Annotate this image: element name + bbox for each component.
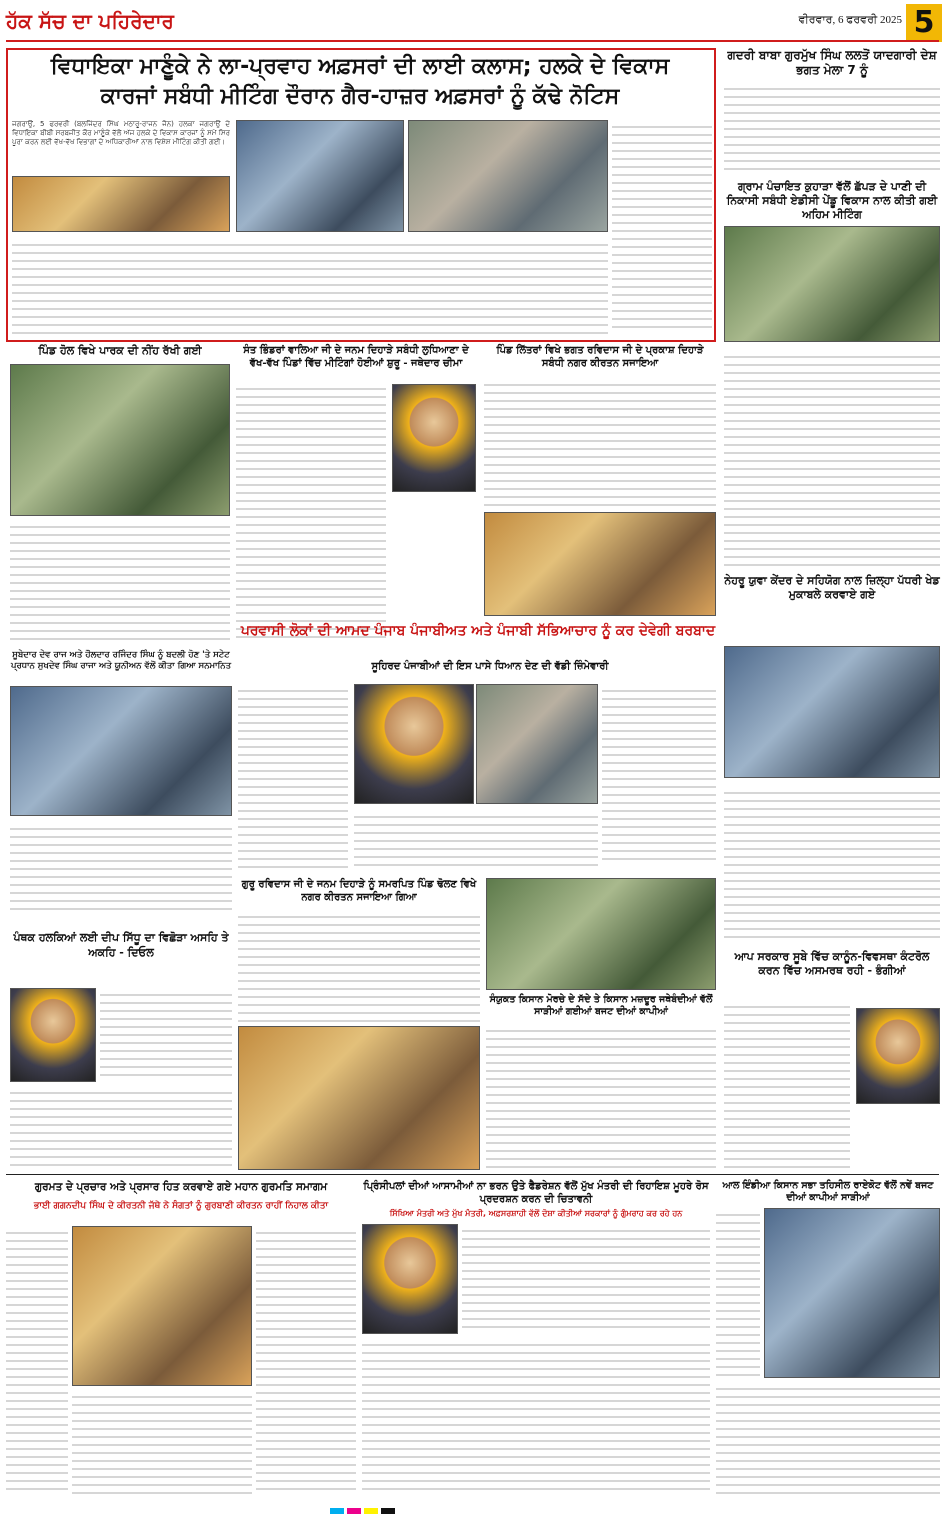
sports-photo [724, 646, 940, 778]
principal-text-2 [362, 1338, 710, 1496]
principal-text-1 [462, 1224, 710, 1334]
pravasi-photo [476, 684, 598, 804]
masthead-rule [6, 40, 939, 42]
melan-text [724, 82, 940, 172]
pravasi-text-col-1 [238, 684, 348, 870]
lead-headline-line-1: ਵਿਧਾਇਕਾ ਮਾਣੂੰਕੇ ਨੇ ਲਾ-ਪ੍ਰਵਾਹ ਅਫ਼ਸਰਾਂ ਦੀ ਲਾਈ ਕਲਾਸ; ਹਲਕੇ ਦੇ ਵਿਕਾਸ [50, 54, 670, 79]
pravasi-text-col-3 [602, 684, 716, 862]
masthead-logo: ਹੱਕ ਸੱਚ ਦਾ ਪਹਿਰੇਦਾਰ [6, 9, 174, 33]
lead-continued-text [12, 238, 608, 334]
kisan-headline: ਸੰਯੁਕਤ ਕਿਸਾਨ ਮੋਰਚੇ ਦੇ ਸੱਦੇ ਤੇ ਕਿਸਾਨ ਮਜ਼ਦੂਰ ਜਥੇਬੰਦੀਆਂ ਵੱਲੋਂ ਸਾੜੀਆਂ ਗਈਆਂ ਬਜਟ ਦੀਆਂ ਕਾਪੀਆਂ [489, 994, 713, 1017]
panthak-headline: ਪੰਥਕ ਹਲਕਿਆਂ ਲਈ ਦੀਪ ਸਿੱਧੂ ਦਾ ਵਿਛੋੜਾ ਅਸਹਿ ਤੇ ਅਕਹਿ - ਦਿਓਲ [13, 931, 229, 959]
gurmat-subheadline: ਭਾਈ ਗਗਨਦੀਪ ਸਿੰਘ ਦੇ ਕੀਰਤਨੀ ਜੱਥੇ ਨੇ ਸੰਗਤਾਂ ਨੂੰ ਗੁਰਬਾਣੀ ਕੀਰਤਨ ਰਾਹੀਂ ਨਿਹਾਲ ਕੀਤਾ [33, 1201, 329, 1211]
color-bar [330, 1499, 630, 1505]
melan-headline: ਗਦਰੀ ਬਾਬਾ ਗੁਰਮੁੱਖ ਸਿੰਘ ਲਲਤੋਂ ਯਾਦਗਾਰੀ ਦੇਸ਼ ਭਗਤ ਮੇਲਾ 7 ਨੂੰ [727, 48, 937, 77]
all-india-text-1 [716, 1208, 760, 1378]
dholan-photo [238, 1026, 480, 1170]
nagar-kirtan-photo [484, 512, 716, 616]
kuhara-headline: ਗ੍ਰਾਮ ਪੰਚਾਇਤ ਕੁਹਾੜਾ ਵੱਲੋਂ ਛੱਪੜ ਦੇ ਪਾਣੀ ਦੀ ਨਿਕਾਸੀ ਸਬੰਧੀ ਏਡੀਸੀ ਪੇਂਡੂ ਵਿਕਾਸ ਨਾਲ ਕੀਤੀ ਗਈ ਅਹਿਮ ਮੀਟਿੰਗ [726, 180, 938, 221]
lead-photo-2 [408, 120, 608, 232]
guru-ravidas-headline: ਗੁਰੂ ਰਵਿਦਾਸ ਜੀ ਦੇ ਜਨਮ ਦਿਹਾੜੇ ਨੂੰ ਸਮਰਪਿਤ ਪਿੰਡ ਢੋਲਣ ਵਿਖੇ ਨਗਰ ਕੀਰਤਨ ਸਜਾਇਆ ਗਿਆ [241, 879, 477, 903]
pravasi-text-lower [354, 810, 598, 870]
pind-hol-text [10, 520, 230, 644]
principal-headline: ਪ੍ਰਿੰਸੀਪਲਾਂ ਦੀਆਂ ਆਸਾਮੀਆਂ ਨਾ ਭਰਨ ਉਤੇ ਫੈਡਰੇਸ਼ਨ ਵੱਲੋਂ ਮੁੱਖ ਮੰਤਰੀ ਦੀ ਰਿਹਾਇਸ਼ ਮੂਹਰੇ ਰੋਸ ਪ੍ਰਦਰਸ਼ਨ ਕਰਨ ਦੀ ਚਿਤਾਵਨੀ [363, 1181, 709, 1205]
all-india-photo [764, 1208, 940, 1378]
sant-headline: ਸੰਤ ਭਿੰਡਰਾਂ ਵਾਲਿਆ ਜੀ ਦੇ ਜਨਮ ਦਿਹਾੜੇ ਸਬੰਧੀ ਲੁਧਿਆਣਾ ਦੇ ਵੱਖ-ਵੱਖ ਪਿੰਡਾਂ ਵਿੱਚ ਮੀਟਿੰਗਾਂ ਹੋਈਆਂ ਸ਼ੁਰੂ - ਜਥੇਦਾਰ ਚੀਮਾ [243, 345, 469, 369]
gurmat-text-col-1 [6, 1226, 68, 1496]
pravasi-headline: ਪਰਵਾਸੀ ਲੋਕਾਂ ਦੀ ਆਮਦ ਪੰਜਾਬ ਪੰਜਾਬੀਅਤ ਅਤੇ ਪੰਜਾਬੀ ਸੱਭਿਆਚਾਰ ਨੂੰ ਕਰ ਦੇਵੇਗੀ ਬਰਬਾਦ [240, 623, 716, 639]
pravasi-author-portrait [354, 684, 474, 804]
nehru-yuva-headline: ਨੇਹਰੂ ਯੁਵਾ ਕੇਂਦਰ ਦੇ ਸਹਿਯੋਗ ਨਾਲ ਜ਼ਿਲ੍ਹਾ ਪੱਧਰੀ ਖੇਡ ਮੁਕਾਬਲੇ ਕਰਵਾਏ ਗਏ [724, 574, 940, 601]
kirtan-photo [72, 1226, 252, 1386]
pind-littran-text [484, 378, 716, 508]
bhangian-portrait [856, 1008, 940, 1104]
aap-sarkar-text [724, 1000, 850, 1170]
sukhdev-headline: ਸੂਬੇਦਾਰ ਦੇਵ ਰਾਜ ਅਤੇ ਹੌਲਦਾਰ ਰਜਿੰਦਰ ਸਿੰਘ ਨੂੰ ਬਦਲੀ ਹੋਣ 'ਤੇ ਸਟੇਟ ਪ੍ਰਧਾਨ ਸੁਖਦੇਵ ਸਿੰਘ ਰਾਜਾ ਅਤੇ ਯੂਨੀਅਨ ਵੱਲੋਂ ਕੀਤਾ ਗਿਆ ਸਨਮਾਨਿਤ [10, 650, 232, 671]
jathedar-cheema-portrait [392, 384, 476, 492]
panthak-text-2 [10, 1086, 232, 1166]
aap-sarkar-headline: ਆਪ ਸਰਕਾਰ ਸੂਬੇ ਵਿੱਚ ਕਾਨੂੰਨ-ਵਿਵਸਥਾ ਕੰਟਰੋਲ ਕਰਨ ਵਿੱਚ ਅਸਮਰਥ ਰਹੀ - ਭੰਗੀਆਂ [734, 950, 930, 977]
deol-portrait [10, 988, 96, 1082]
kisan-photo [486, 878, 716, 990]
kuhara-photo [724, 226, 940, 342]
pind-littran-headline: ਪਿੰਡ ਲਿੱਤਰਾਂ ਵਿਖੇ ਭਗਤ ਰਵਿਦਾਸ ਜੀ ਦੇ ਪ੍ਰਕਾਸ਼ ਦਿਹਾੜੇ ਸਬੰਧੀ ਨਗਰ ਕੀਰਤਨ ਸਜਾਇਆ [496, 345, 704, 369]
all-india-text-2 [716, 1382, 940, 1496]
section-rule [6, 1174, 939, 1175]
kuhara-text [724, 350, 940, 568]
lead-photo-1 [236, 120, 404, 232]
principal-portrait [362, 1224, 458, 1334]
sukhdev-text [10, 822, 232, 914]
gurmat-headline: ਗੁਰਮਤ ਦੇ ਪ੍ਰਚਾਰ ਅਤੇ ਪ੍ਰਸਾਰ ਹਿਤ ਕਰਵਾਏ ਗਏ ਮਹਾਨ ਗੁਰਮਤਿ ਸਮਾਗਮ [34, 1181, 328, 1193]
kisan-text [486, 1024, 716, 1170]
sant-text [236, 382, 386, 644]
lead-photo-3 [12, 176, 230, 232]
sukhdev-photo [10, 686, 232, 816]
pind-hol-headline: ਪਿੰਡ ਹੋਲ ਵਿਖੇ ਪਾਰਕ ਦੀ ਨੀਂਹ ਰੱਖੀ ਗਈ [38, 344, 202, 357]
issue-date: ਵੀਰਵਾਰ, 6 ਫਰਵਰੀ 2025 [798, 14, 902, 26]
guru-ravidas-text [238, 910, 480, 1022]
lead-body-text: ਜਗਰਾਉਂ, 5 ਫਰਵਰੀ (ਬਲਜਿੰਦਰ ਸਿੰਘ ਮਠਾਰੂ-ਰਾਜਨ ਜੈਨ) ਹਲਕਾ ਜਗਰਾਉਂ ਦੇ ਵਿਧਾਇਕਾ ਬੀਬੀ ਸਰਬਜੀਤ ਕੌਰ ਮਾਣੂੰਕੇ ਵੱਲੋਂ ਅੱਜ ਹਲਕੇ ਦੇ ਵਿਕਾਸ ਕਾਰਜਾਂ ਨੂੰ ਸਮੇਂ ਸਿਰ ਪੂਰਾ ਕਰਨ ਲਈ ਵੱਖ-ਵੱਖ ਵਿਭਾਗਾਂ ਦੇ ਅਧਿਕਾਰੀਆਂ ਨਾਲ ਵਿਸ਼ੇਸ਼ ਮੀਟਿੰਗ ਕੀਤੀ ਗਈ। [12, 120, 230, 147]
lead-column-text [612, 120, 712, 332]
lead-headline-line-2: ਕਾਰਜਾਂ ਸਬੰਧੀ ਮੀਟਿੰਗ ਦੌਰਾਨ ਗੈਰ-ਹਾਜ਼ਰ ਅਫ਼ਸਰਾਂ ਨੂੰ ਕੱਢੇ ਨੋਟਿਸ [100, 84, 620, 109]
principal-subheadline: ਸਿੱਖਿਆ ਮੰਤਰੀ ਅਤੇ ਮੁੱਖ ਮੰਤਰੀ, ਅਫ਼ਸਰਸ਼ਾਹੀ ਵੱਲੋਂ ਦੋਸ਼ਾ ਕੀਤੀਆਂ ਸਰਕਾਰਾਂ ਨੂੰ ਗੁੰਮਰਾਹ ਕਰ ਰਹੇ ਹਨ [389, 1209, 683, 1218]
gurmat-text-col-2 [72, 1390, 252, 1496]
panthak-text-1 [100, 988, 232, 1082]
pravasi-subheadline: ਸੂਹਿਰਦ ਪੰਜਾਬੀਆਂ ਦੀ ਇਸ ਪਾਸੇ ਧਿਆਨ ਦੇਣ ਦੀ ਵੱਡੀ ਜ਼ਿੰਮੇਵਾਰੀ [371, 661, 609, 672]
sports-text [724, 786, 940, 942]
pind-hol-photo [10, 364, 230, 516]
page-number: 5 [906, 4, 942, 42]
all-india-headline: ਆਲ ਇੰਡੀਆ ਕਿਸਾਨ ਸਭਾ ਤਹਿਸੀਲ ਰਾਏਕੋਟ ਵੱਲੋਂ ਨਵੇਂ ਬਜਟ ਦੀਆਂ ਕਾਪੀਆਂ ਸਾੜੀਆਂ [722, 1180, 934, 1203]
gurmat-text-col-3 [256, 1226, 356, 1496]
